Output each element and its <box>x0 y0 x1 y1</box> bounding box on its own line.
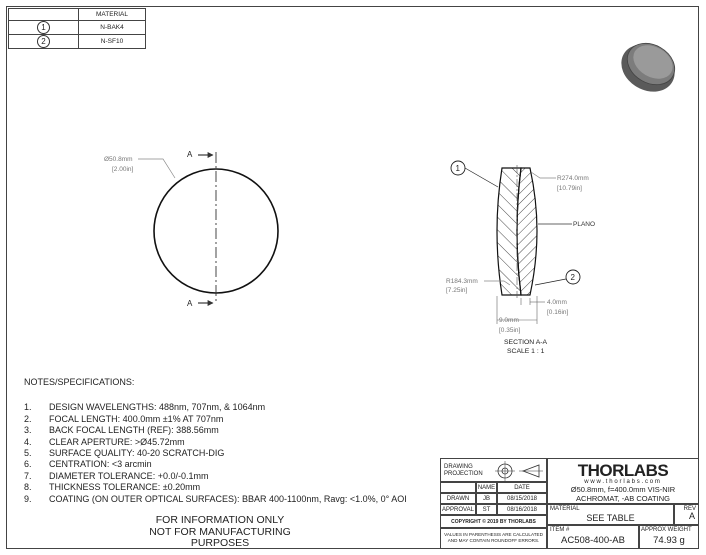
disclaimer-line-1: FOR INFORMATION ONLY <box>155 514 285 526</box>
diameter-mm: Ø50.8mm <box>104 156 133 163</box>
approval-date: 08/16/2018 <box>497 504 547 515</box>
projection-symbol-icon <box>495 461 545 481</box>
note-item: 2. FOCAL LENGTH: 400.0mm ±1% AT 707nm <box>24 413 224 424</box>
radius-outer-in: [10.79in] <box>557 185 582 192</box>
notes-title: NOTES/SPECIFICATIONS: <box>24 377 135 387</box>
weight-value: 74.93 g <box>653 535 685 546</box>
website: www.thorlabs.com <box>584 479 662 485</box>
lens-element-2 <box>517 168 537 295</box>
description-line-2: ACHROMAT, -AB COATING <box>576 493 670 503</box>
disclaimer-line-2: NOT FOR MANUFACTURING PURPOSES <box>149 525 291 549</box>
note-item: 7. DIAMETER TOLERANCE: +0.0/-0.1mm <box>24 470 209 481</box>
center-thickness-in: [0.35in] <box>499 327 521 334</box>
rev-value: A <box>688 511 695 521</box>
lens-3d-render <box>613 35 683 101</box>
note-item: 8. THICKNESS TOLERANCE: ±0.20mm <box>24 482 201 493</box>
note-item: 6. CENTRATION: <3 arcmin <box>24 459 152 470</box>
rev-label: REV <box>683 506 696 512</box>
drawing-projection-cell <box>440 458 547 482</box>
diameter-in: [2.00in] <box>112 166 134 173</box>
approval-name: ST <box>476 504 497 515</box>
radius-inner-mm: R184.3mm <box>446 278 478 285</box>
section-title: SECTION A-A <box>504 339 548 346</box>
material-label: MATERIAL <box>550 506 580 512</box>
material-row-number: 2 <box>37 35 50 48</box>
note-item: 9. COATING (ON OUTER OPTICAL SURFACES): BBAR 400-1100nm, Ravg: <1.0%, 0° AOI <box>24 493 407 504</box>
disclaimer <box>120 515 320 550</box>
note-item: 4. CLEAR APERTURE: >Ø45.72mm <box>24 436 185 447</box>
edge-thickness-mm: 4.0mm <box>547 299 567 306</box>
drawn-label: DRAWN <box>440 493 476 504</box>
material-value: SEE TABLE <box>586 513 635 523</box>
section-label-bottom: A <box>187 299 193 308</box>
radius-outer-mm: R274.0mm <box>557 175 589 182</box>
item-label: ITEM # <box>550 527 570 533</box>
note-item: 5. SURFACE QUALITY: 40-20 SCRATCH-DIG <box>24 447 225 458</box>
drawn-date: 08/15/2018 <box>497 493 547 504</box>
material-row-value: N-BAK4 <box>79 21 146 35</box>
note-item: 3. BACK FOCAL LENGTH (REF): 388.56mm <box>24 425 219 436</box>
edge-thickness-in: [0.16in] <box>547 309 569 316</box>
weight-label: APPROX WEIGHT <box>641 527 692 533</box>
material-cell <box>547 504 674 525</box>
approval-label: APPROVAL <box>440 504 476 515</box>
callout-2-label: 2 <box>570 273 575 282</box>
logo-cell <box>547 458 699 504</box>
values-note: VALUES IN PARENTHESIS ARE CALCULATED AND MAY CONTAIN ROUNDOFF ERRORS. <box>440 528 547 549</box>
center-thickness-mm: 9.0mm <box>499 317 519 324</box>
description-line-1: Ø50.8mm, f=400.0mm VIS-NIR <box>570 485 676 494</box>
thorlabs-logo: THORLABS <box>577 461 669 480</box>
drawing-projection-label: DRAWING PROJECTION <box>444 464 483 477</box>
drawn-name: JB <box>476 493 497 504</box>
material-row-value: N-SF10 <box>79 35 146 49</box>
radius-inner-in: [7.25in] <box>446 287 468 294</box>
item-cell <box>547 525 639 549</box>
material-row-number: 1 <box>37 21 50 34</box>
front-view <box>104 150 278 308</box>
copyright: COPYRIGHT © 2019 BY THORLABS <box>440 515 547 528</box>
item-value: AC508-400-AB <box>561 535 625 546</box>
title-block <box>440 458 699 549</box>
notes-specifications <box>24 377 407 505</box>
note-item: 1. DESIGN WAVELENGTHS: 488nm, 707nm, & 1064nm <box>24 402 266 413</box>
section-label-top: A <box>187 150 193 159</box>
name-header: NAME <box>476 482 497 493</box>
weight-cell <box>639 525 699 549</box>
date-header: DATE <box>497 482 547 493</box>
section-scale: SCALE 1 : 1 <box>507 348 545 355</box>
diameter-leader <box>138 159 175 178</box>
section-view <box>446 161 595 355</box>
plano-label: PLANO <box>573 221 596 228</box>
material-header: MATERIAL <box>79 9 146 21</box>
rev-cell <box>674 504 699 525</box>
callout-1-label: 1 <box>455 164 460 173</box>
